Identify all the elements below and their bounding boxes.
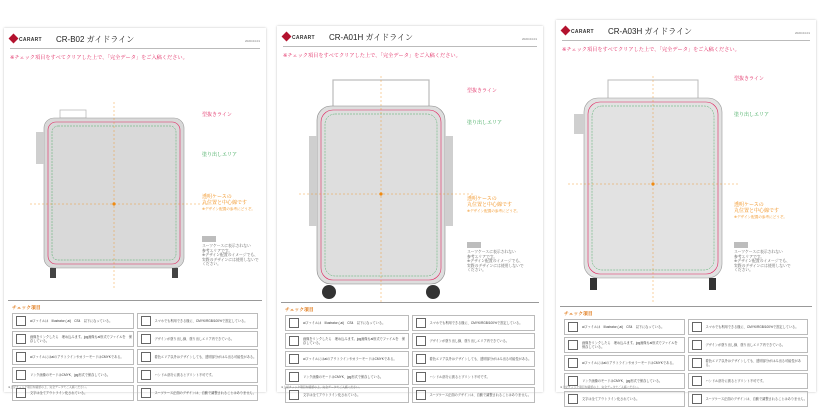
logo-text: CARART xyxy=(19,37,42,43)
checklist-item-text: デザインが塗り出し線、塗り出しエリア内できている。 xyxy=(154,337,234,341)
checkbox[interactable] xyxy=(289,336,299,346)
center-point xyxy=(112,202,115,205)
callout-center-note: ※デザイン配置の参考にどうぞ。 xyxy=(734,215,787,219)
callout-reference-area xyxy=(734,250,791,273)
checklist-item[interactable] xyxy=(564,337,685,353)
checkbox[interactable] xyxy=(141,334,151,344)
brand-logo xyxy=(283,33,315,41)
instruction-text: ※チェック項目をすべてクリアした上で、「完全データ」をご入稿ください。 xyxy=(562,47,740,53)
callout-gray-line-4: 実際のデザインには使用しないで xyxy=(734,263,791,268)
checklist-item-text: デザインが塗り出し線、塗り出しエリア内できている。 xyxy=(429,339,509,343)
checkbox[interactable] xyxy=(141,352,151,362)
checklist-item[interactable] xyxy=(412,315,536,331)
checklist-item-text: スーツケース正面のデザインは、自動で調整されることはありません。 xyxy=(429,393,531,397)
callout-gray-line-1: スーツケースに表示されない xyxy=(734,250,783,254)
checklist-item[interactable] xyxy=(688,319,809,335)
checkbox[interactable] xyxy=(692,322,702,332)
wheel-shape xyxy=(590,278,597,290)
checklist-grid xyxy=(285,315,535,403)
footnote: ※上記チェック項目を確認の上、完全データでご入稿ください。 xyxy=(560,385,641,389)
checklist-item[interactable] xyxy=(412,369,536,385)
checkbox[interactable] xyxy=(568,394,578,404)
suitcase-diagram xyxy=(299,76,475,304)
checkbox[interactable] xyxy=(289,372,299,382)
checkbox[interactable] xyxy=(416,354,426,364)
checklist-item-text: スマホでも利用できる様に、CMYK/RGB/100%で設定している。 xyxy=(705,325,799,329)
callout-gray-line-5: ください。 xyxy=(734,268,753,273)
instruction-text: ※チェック項目をすべてクリアした上で、「完全データ」をご入稿ください。 xyxy=(283,53,461,59)
callout-center-line-1: 透明ケースの xyxy=(734,202,764,208)
checklist-item-text: スーツケース正面のデザインは、自動で調整されることはありません。 xyxy=(705,397,807,401)
callout-gray-line-3: ※デザイン配置のイメージでも、 xyxy=(467,259,523,264)
checklist-item[interactable] xyxy=(564,319,685,335)
guideline-sheet-cr-b02 xyxy=(4,28,266,395)
callout-gray-line-5: ください。 xyxy=(202,262,221,267)
side-handle-shape xyxy=(36,132,44,164)
sheet-title: CR-A03H ガイドライン xyxy=(608,27,692,36)
checklist-grid xyxy=(564,319,808,407)
checklist-item-text: ハンドル部分に被るとプリント不可です。 xyxy=(154,373,215,377)
checklist-item-text: 画像をリンクしたら 埋め込みます。jpg画像もai形式でファイルを 保存している。 xyxy=(303,337,405,345)
brand-logo xyxy=(10,35,42,43)
wheel-shape xyxy=(426,285,440,299)
checkbox[interactable] xyxy=(141,370,151,380)
suitcase-diagram xyxy=(30,92,210,292)
callout-center-line-1: 透明ケースの xyxy=(467,196,497,202)
callout-reference-area xyxy=(202,244,259,267)
checklist-item-text: 着色エリア以外はデザインしても、透明部分がはみ出る可能性がある。 xyxy=(705,359,801,367)
suitcase-diagram xyxy=(568,76,738,302)
checkbox[interactable] xyxy=(289,354,299,364)
callout-gray-line-5: ください。 xyxy=(467,268,486,273)
checklist-item[interactable] xyxy=(285,351,409,367)
footnote: ※上記チェック項目を確認の上、完全データでご入稿ください。 xyxy=(8,385,89,389)
logo-mark-icon xyxy=(282,32,292,42)
center-point xyxy=(379,192,382,195)
callout-gray-line-2: 参考エリアです。 xyxy=(734,254,765,259)
header-date: 2020.04.01 xyxy=(794,31,810,35)
checkbox[interactable] xyxy=(692,376,702,386)
checklist-item[interactable] xyxy=(412,387,536,403)
side-handle-shape xyxy=(309,136,317,226)
sheet-title: CR-A01H ガイドライン xyxy=(329,33,413,42)
sheet-header xyxy=(562,26,810,41)
logo-text: CARART xyxy=(571,29,594,35)
checkbox[interactable] xyxy=(568,322,578,332)
checkbox[interactable] xyxy=(692,394,702,404)
callout-center-line-2: 丸位置と中心線です xyxy=(467,202,513,208)
callout-center xyxy=(734,202,787,220)
checklist-item-text: スマホでも利用できる様に、CMYK/RGB/100%で設定している。 xyxy=(429,321,523,325)
side-handle-shape xyxy=(445,136,453,226)
checklist-item-text: aiファイルにはaiのアウトラインやカラーモードはCMYKである。 xyxy=(30,355,124,359)
checklist-item-text: 画像をリンクしたら 埋め込みます。jpg画像もai形式でファイルを 保存している。 xyxy=(30,335,132,343)
checklist-item[interactable] xyxy=(688,391,809,407)
header-date: 2020.04.01 xyxy=(244,39,260,43)
checklist-item-text: 着色エリア以外はデザインしても、透明部分がはみ出る可能性がある。 xyxy=(154,355,257,359)
checklist-item[interactable] xyxy=(285,369,409,385)
checklist-item[interactable] xyxy=(688,373,809,389)
checkbox[interactable] xyxy=(692,358,702,368)
checklist-section xyxy=(560,306,812,401)
checklist-item[interactable] xyxy=(12,331,134,347)
checklist-item[interactable] xyxy=(137,331,259,347)
checklist-item[interactable] xyxy=(564,355,685,371)
wheel-shape xyxy=(322,285,336,299)
checklist-item-text: リンク画像のモードはCMYK、jpg形式で保存している。 xyxy=(30,373,111,377)
callout-gray-line-1: スーツケースに表示されない xyxy=(467,250,516,254)
checklist-item-text: 文字は全てアウトライン化されている。 xyxy=(30,391,88,395)
checkbox[interactable] xyxy=(416,336,426,346)
reference-area-swatch xyxy=(202,236,216,242)
checklist-item[interactable] xyxy=(137,349,259,365)
checklist-item[interactable] xyxy=(688,337,809,353)
checklist-item-text: aiファイルは Illustrator (.ai) CS4 以下になっている。 xyxy=(30,319,113,323)
callout-gray-line-3: ※デザイン配置のイメージでも、 xyxy=(202,253,258,258)
checklist-item[interactable] xyxy=(12,349,134,365)
side-handle-shape xyxy=(574,114,584,134)
callout-gray-line-3: ※デザイン配置のイメージでも、 xyxy=(734,259,790,264)
logo-text: CARART xyxy=(292,35,315,41)
callout-center-note: ※デザイン配置の参考にどうぞ。 xyxy=(467,209,520,213)
callout-cut-line: 型抜きライン xyxy=(202,112,232,118)
checklist-item-text: 文字は全てアウトライン化されている。 xyxy=(303,393,361,397)
logo-mark-icon xyxy=(9,34,19,44)
footnote: ※上記チェック項目を確認の上、完全データでご入稿ください。 xyxy=(281,385,362,389)
checklist-item-text: 着色エリア以外はデザインしても、透明部分がはみ出る可能性がある。 xyxy=(429,357,532,361)
checklist-item-text: aiファイルは Illustrator (.ai) CS4 以下になっている。 xyxy=(303,321,386,325)
callout-gray-line-2: 参考エリアです。 xyxy=(467,254,498,259)
checkbox[interactable] xyxy=(141,388,151,398)
checklist-item-text: スーツケース正面のデザインは、自動で調整されることはありません。 xyxy=(154,391,256,395)
checklist-item[interactable] xyxy=(137,367,259,383)
callout-gray-line-1: スーツケースに表示されない xyxy=(202,244,251,248)
checkbox[interactable] xyxy=(568,340,578,350)
callout-reference-area xyxy=(467,250,524,273)
callout-cut-line: 型抜きライン xyxy=(467,88,497,94)
callout-gray-line-2: 参考エリアです。 xyxy=(202,248,233,253)
callout-gray-line-4: 実際のデザインには使用しないで xyxy=(467,263,524,268)
checklist-item-text: ハンドル部分に被るとプリント不可です。 xyxy=(705,379,766,383)
checklist-item-text: デザインが塗り出し線、塗り出しエリア内できている。 xyxy=(705,343,785,347)
callout-center-note: ※デザイン配置の参考にどうぞ。 xyxy=(202,207,255,211)
checkbox[interactable] xyxy=(416,318,426,328)
wheel-shape xyxy=(709,278,716,290)
checklist-item[interactable] xyxy=(12,367,134,383)
checklist-item[interactable] xyxy=(412,333,536,349)
checklist-item[interactable] xyxy=(285,387,409,403)
callout-center xyxy=(467,196,520,214)
sheet-header xyxy=(10,34,260,49)
checklist-item-text: リンク画像のモードはCMYK、jpg形式で保存している。 xyxy=(582,379,663,383)
checkbox[interactable] xyxy=(416,372,426,382)
checklist-item[interactable] xyxy=(12,313,134,329)
checklist-item[interactable] xyxy=(285,315,409,331)
checkbox[interactable] xyxy=(16,370,26,380)
checklist-item-text: リンク画像のモードはCMYK、jpg形式で保存している。 xyxy=(303,375,384,379)
checkbox[interactable] xyxy=(289,318,299,328)
checkbox[interactable] xyxy=(568,358,578,368)
callout-bleed-area: 塗り出しエリア xyxy=(467,120,503,126)
logo-mark-icon xyxy=(561,26,571,36)
callout-center-line-2: 丸位置と中心線です xyxy=(202,200,248,206)
checkbox[interactable] xyxy=(16,388,26,398)
brand-logo xyxy=(562,27,594,35)
checklist-item-text: aiファイルは Illustrator (.ai) CS4 以下になっている。 xyxy=(582,325,665,329)
checklist-item[interactable] xyxy=(564,391,685,407)
checkbox[interactable] xyxy=(289,390,299,400)
reference-area-swatch xyxy=(467,242,481,248)
checklist-title: チェック項目 xyxy=(12,306,41,311)
callout-center-line-1: 透明ケースの xyxy=(202,194,232,200)
callout-center-line-2: 丸位置と中心線です xyxy=(734,208,780,214)
checkbox[interactable] xyxy=(416,390,426,400)
checkbox[interactable] xyxy=(16,316,26,326)
checklist-item-text: 画像をリンクしたら 埋め込みます。jpg画像もai形式でファイルを 保存している。 xyxy=(582,341,681,349)
wheel-shape xyxy=(50,268,56,278)
checklist-item[interactable] xyxy=(688,355,809,371)
callout-bleed-area: 塗り出しエリア xyxy=(734,112,770,118)
sheet-title: CR-B02 ガイドライン xyxy=(56,35,135,44)
checklist-item[interactable] xyxy=(137,385,259,401)
callout-gray-line-4: 実際のデザインには使用しないで xyxy=(202,257,259,262)
callout-center xyxy=(202,194,255,212)
callout-cut-line: 型抜きライン xyxy=(734,76,764,82)
checklist-item-text: スマホでも利用できる様に、CMYK/RGB/100%で設定している。 xyxy=(154,319,248,323)
checklist-item-text: aiファイルにはaiのアウトラインやカラーモードはCMYKである。 xyxy=(582,361,676,365)
checkbox[interactable] xyxy=(16,352,26,362)
callout-bleed-area: 塗り出しエリア xyxy=(202,152,238,158)
checklist-title: チェック項目 xyxy=(564,312,593,317)
guideline-sheet-cr-a01h xyxy=(277,26,543,397)
reference-area-swatch xyxy=(734,242,748,248)
center-point xyxy=(651,182,654,185)
checkbox[interactable] xyxy=(16,334,26,344)
checklist-item[interactable] xyxy=(137,313,259,329)
handle-shape xyxy=(60,110,86,118)
checklist-section xyxy=(281,302,539,397)
instruction-text: ※チェック項目をすべてクリアした上で、「完全データ」をご入稿ください。 xyxy=(10,55,188,61)
sheet-header xyxy=(283,32,537,47)
header-date: 2020.04.01 xyxy=(521,37,537,41)
checklist-item-text: aiファイルにはaiのアウトラインやカラーモードはCMYKである。 xyxy=(303,357,397,361)
guideline-sheet-cr-a03h xyxy=(556,20,816,401)
checklist-item[interactable] xyxy=(285,333,409,349)
checkbox[interactable] xyxy=(141,316,151,326)
checklist-item[interactable] xyxy=(412,351,536,367)
checklist-title: チェック項目 xyxy=(285,308,314,313)
checklist-item-text: ハンドル部分に被るとプリント不可です。 xyxy=(429,375,490,379)
checklist-section xyxy=(8,300,262,395)
suitcase-body xyxy=(44,118,184,268)
checkbox[interactable] xyxy=(692,340,702,350)
wheel-shape xyxy=(172,268,178,278)
checklist-item-text: 文字は全てアウトライン化されている。 xyxy=(582,397,640,401)
